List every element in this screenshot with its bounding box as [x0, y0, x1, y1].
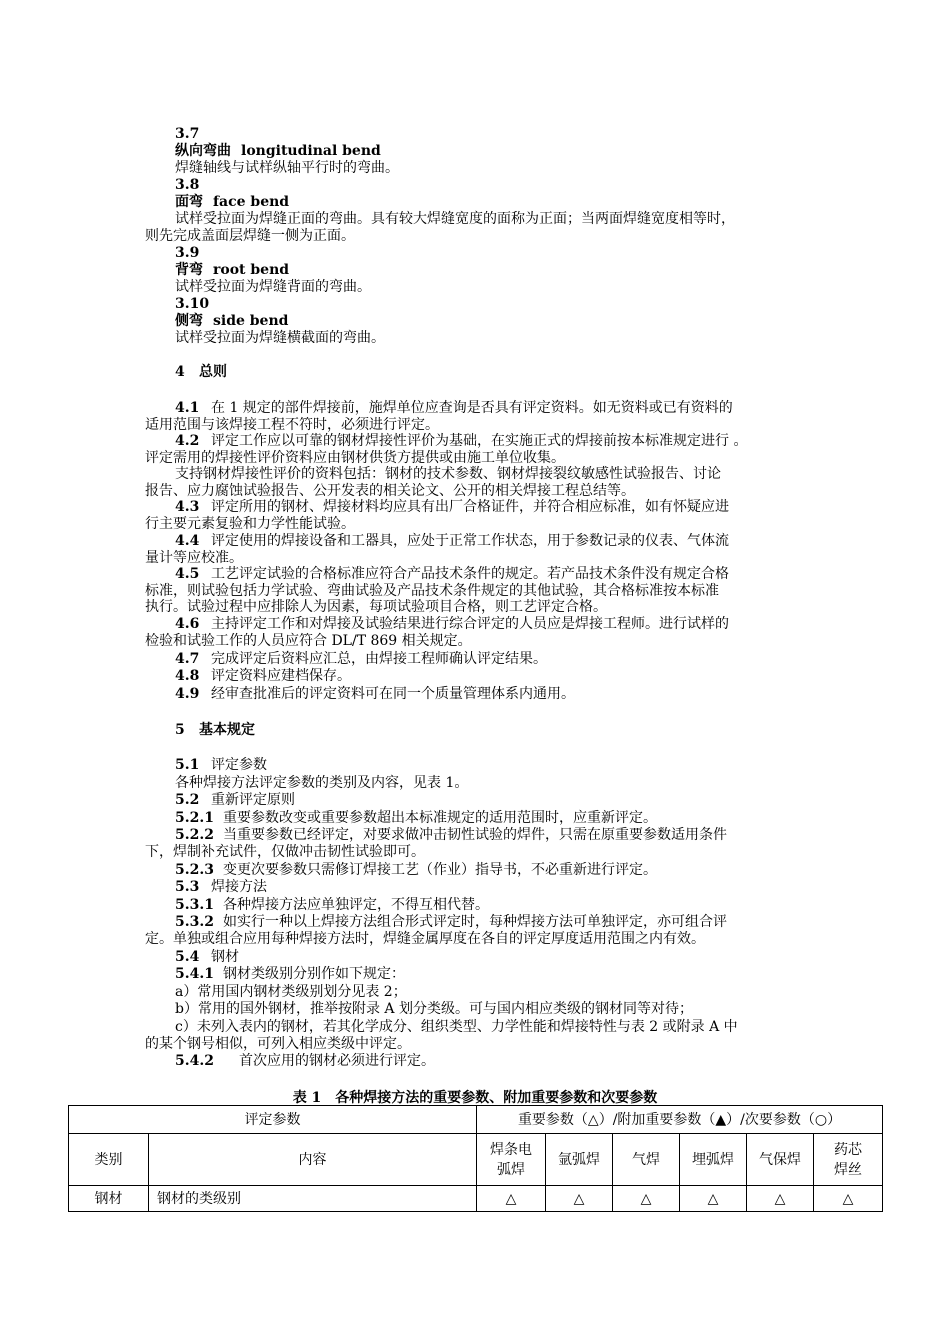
- header-cell: 气保焊: [747, 1134, 814, 1186]
- clause-cont: 的某个钢号相似，可列入相应类级中评定。: [145, 1036, 411, 1052]
- section-heading: [175, 722, 255, 739]
- clause-5-2: 5.2 重新评定原则: [175, 792, 295, 808]
- term-heading: [175, 194, 289, 211]
- term-heading: [175, 143, 381, 160]
- clause-number: 3.7: [175, 126, 200, 142]
- term-definition: 试样受拉面为焊缝正面的弯曲。具有较大焊缝宽度的面称为正面；当两面焊缝宽度相等时，: [175, 211, 735, 227]
- clause-cont: 评定需用的焊接性评价资料应由钢材供货方提供或由施工单位收集。: [145, 450, 565, 466]
- clause-5-4-1: 5.4.1 钢材类级别分别作如下规定：: [175, 966, 405, 982]
- table-cell: △: [546, 1186, 613, 1212]
- header-cell: 内容: [149, 1134, 477, 1186]
- list-item: a）常用国内钢材类级别划分见表 2；: [175, 984, 407, 1000]
- term-definition-cont: 则先完成盖面层焊缝一侧为正面。: [145, 228, 355, 244]
- clause-4-9: 4.9 经审查批准后的评定资料可在同一个质量管理体系内通用。: [175, 686, 575, 702]
- term-en: face bend: [213, 194, 290, 210]
- table-cell: △: [680, 1186, 747, 1212]
- section-title: 基本规定: [199, 722, 255, 738]
- header-cell: 评定参数: [69, 1106, 477, 1134]
- clause-number: 3.8: [175, 177, 200, 193]
- clause-cont: 行主要元素复验和力学性能试验。: [145, 516, 355, 532]
- table-cell: △: [814, 1186, 883, 1212]
- clause-5-2-1: 5.2.1 重要参数改变或重要参数超出本标准规定的适用范围时，应重新评定。: [175, 810, 657, 826]
- clause-5-1: 5.1 评定参数: [175, 757, 267, 773]
- clause-4-7: 4.7 完成评定后资料应汇总，由焊接工程师确认评定结果。: [175, 651, 547, 667]
- clause-5-2-3: 5.2.3 变更次要参数只需修订焊接工艺（作业）指导书，不必重新进行评定。: [175, 862, 657, 878]
- section-number: 5: [175, 722, 185, 738]
- header-cell: 焊条电 弧焊: [477, 1134, 546, 1186]
- section-heading: [175, 364, 227, 381]
- clause-5-3: 5.3 焊接方法: [175, 879, 267, 895]
- header-cell: 药芯 焊丝: [814, 1134, 883, 1186]
- table-cell: 钢材的类级别: [149, 1186, 477, 1212]
- clause-cont: 下，焊制补充试件，仅做冲击韧性试验即可。: [145, 844, 425, 860]
- clause-cont: 标准，则试验包括力学试验、弯曲试验及产品技术条件规定的其他试验，其合格标准按本标准: [145, 583, 719, 599]
- clause-cont: 报告、应力腐蚀试验报告、公开发表的相关论文、公开的相关焊接工程总结等。: [145, 483, 635, 499]
- section-title: 总则: [199, 364, 227, 380]
- term-zh: 侧弯: [175, 313, 203, 329]
- clause-cont: 量计等应校准。: [145, 550, 243, 566]
- header-cell: 重要参数（△）/附加重要参数（▲）/次要参数（○）: [477, 1106, 883, 1134]
- list-item: b）常用的国外钢材，推举按附录 A 划分类级。可与国内相应类级的钢材同等对待；: [175, 1001, 693, 1017]
- term-zh: 纵向弯曲: [175, 143, 231, 159]
- table-cell: △: [477, 1186, 546, 1212]
- term-en: root bend: [213, 262, 290, 278]
- clause-cont: 执行。试验过程中应排除人为因素，每项试验项目合格，则工艺评定合格。: [145, 599, 607, 615]
- term-zh: 背弯: [175, 262, 203, 278]
- clause-4-3: 4.3 评定所用的钢材、焊接材料均应具有出厂合格证件，并符合相应标准，如有怀疑应进: [175, 499, 729, 515]
- term-definition: 试样受拉面为焊缝背面的弯曲。: [175, 279, 371, 295]
- parameters-table: [68, 1105, 883, 1212]
- header-cell: 埋弧焊: [680, 1134, 747, 1186]
- clause-5-3-1: 5.3.1 各种焊接方法应单独评定，不得互相代替。: [175, 897, 489, 913]
- term-en: longitudinal bend: [241, 143, 381, 159]
- table-caption: 表 1 各种焊接方法的重要参数、附加重要参数和次要参数: [292, 1090, 658, 1106]
- clause-4-6: 4.6 主持评定工作和对焊接及试验结果进行综合评定的人员应是焊接工程师。进行试样的: [175, 616, 729, 632]
- header-cell: 气焊: [613, 1134, 680, 1186]
- term-zh: 面弯: [175, 194, 203, 210]
- clause-4-8: 4.8 评定资料应建档保存。: [175, 668, 351, 684]
- header-cell: 氩弧焊: [546, 1134, 613, 1186]
- section-number: 4: [175, 364, 185, 380]
- clause-cont: 适用范围与该焊接工程不符时，必须进行评定。: [145, 417, 439, 433]
- clause-cont: 检验和试验工作的人员应符合 DL/T 869 相关规定。: [145, 633, 472, 649]
- list-item: c）未列入表内的钢材，若其化学成分、组织类型、力学性能和焊接特性与表 2 或附录 A 中: [175, 1019, 738, 1035]
- clause-para: 各种焊接方法评定参数的类别及内容，见表 1。: [175, 775, 469, 791]
- table-cell: △: [613, 1186, 680, 1212]
- term-en: side bend: [213, 313, 289, 329]
- term-heading: [175, 262, 289, 279]
- header-cell: 类别: [69, 1134, 149, 1186]
- clause-5-4-2: 5.4.2 首次应用的钢材必须进行评定。: [175, 1053, 435, 1069]
- clause-4-5: 4.5 工艺评定试验的合格标准应符合产品技术条件的规定。若产品技术条件没有规定合格: [175, 566, 729, 582]
- clause-4-1: 4.1 在 1 规定的部件焊接前，施焊单位应查询是否具有评定资料。如无资料或已有资料的: [175, 400, 733, 416]
- term-definition: 试样受拉面为焊缝横截面的弯曲。: [175, 330, 385, 346]
- clause-4-4: 4.4 评定使用的焊接设备和工器具，应处于正常工作状态，用于参数记录的仪表、气体流: [175, 533, 729, 549]
- table-cell: △: [747, 1186, 814, 1212]
- clause-5-4: 5.4 钢材: [175, 949, 239, 965]
- term-heading: [175, 313, 288, 330]
- clause-number: 3.9: [175, 245, 200, 261]
- clause-number: 3.10: [175, 296, 210, 312]
- clause-cont: 定。单独或组合应用每种焊接方法时，焊缝金属厚度在各自的评定厚度适用范围之内有效。: [145, 931, 705, 947]
- clause-5-3-2: 5.3.2 如实行一种以上焊接方法组合形式评定时，每种焊接方法可单独评定，亦可组合评: [175, 914, 727, 930]
- clause-4-2: 4.2 评定工作应以可靠的钢材焊接性评价为基础，在实施正式的焊接前按本标准规定进行 。: [175, 433, 748, 449]
- table-header-row: [69, 1106, 883, 1134]
- clause-5-2-2: 5.2.2 当重要参数已经评定，对要求做冲击韧性试验的焊件，只需在原重要参数适用条件: [175, 827, 727, 843]
- clause-para: 支持钢材焊接性评价的资料包括：钢材的技术参数、钢材焊接裂纹敏感性试验报告、讨论: [175, 466, 721, 482]
- term-definition: 焊缝轴线与试样纵轴平行时的弯曲。: [175, 160, 399, 176]
- table-row: [69, 1186, 883, 1212]
- table-subheader-row: [69, 1134, 883, 1186]
- table-cell: 钢材: [69, 1186, 149, 1212]
